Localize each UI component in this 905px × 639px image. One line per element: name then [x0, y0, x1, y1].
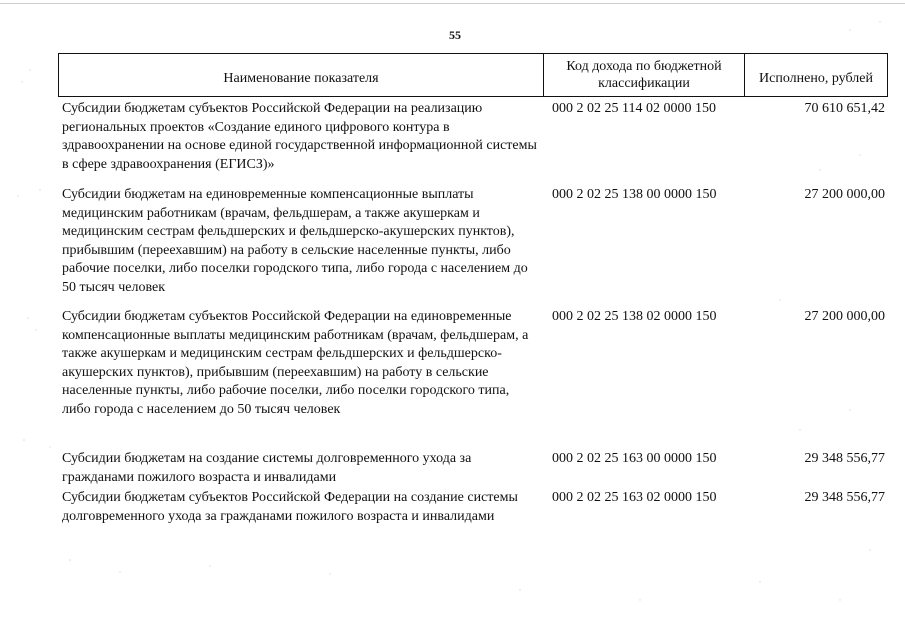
- header-code-column: Код дохода по бюджетной классификации: [544, 54, 745, 96]
- row-name: Субсидии бюджетам на единовременные компенсационные выплаты медицинским работникам (врачам, фельдшерам, а также акушеркам и медицинским сестрам фельдшерских и фельдшерско-акушерских пунктов), прибывшим (переехавшим) на работу в сельские населенные пункты, либо рабочие поселки, либо поселки городского типа, либо города с населением до 50 тысяч человек: [62, 187, 528, 295]
- row-name: Субсидии бюджетам субъектов Российской Федерации на создание системы долговременного ухода за гражданами пожилого возраста и инвалидами: [62, 490, 518, 524]
- row-value: 70 610 651,42: [804, 101, 885, 116]
- row-code: 000 2 02 25 138 00 0000 150: [552, 187, 717, 202]
- row-code: 000 2 02 25 138 02 0000 150: [552, 309, 717, 324]
- row-name: Субсидии бюджетам субъектов Российской Федерации на реализацию региональных проектов «Создание единого цифрового контура в здравоохранении на основе единой государственной информационной системы в сфере здравоохранения (ЕГИСЗ)»: [62, 101, 537, 172]
- row-name: Субсидии бюджетам субъектов Российской Федерации на единовременные компенсационные выплаты медицинским работникам (врачам, фельдшерам, а также акушеркам и медицинским сестрам фельдшерских и фельдшерско-акушерских пунктов), прибывшим (переехавшим) на работу в сельские населенные пункты, либо рабочие поселки, либо поселки городского типа, либо города с населением до 50 тысяч человек: [62, 309, 529, 417]
- page-number: 55: [449, 28, 461, 42]
- row-code: 000 2 02 25 163 00 0000 150: [552, 451, 717, 466]
- row-value: 29 348 556,77: [804, 490, 885, 505]
- row-code: 000 2 02 25 114 02 0000 150: [552, 101, 716, 116]
- row-value: 27 200 000,00: [804, 309, 885, 324]
- header-executed-column: Исполнено, рублей: [759, 70, 873, 86]
- row-name: Субсидии бюджетам на создание системы долговременного ухода за гражданами пожилого возраста и инвалидами: [62, 451, 472, 485]
- row-value: 27 200 000,00: [804, 187, 885, 202]
- header-name-column: Наименование показателя: [59, 54, 544, 96]
- row-code: 000 2 02 25 163 02 0000 150: [552, 490, 717, 505]
- row-value: 29 348 556,77: [804, 451, 885, 466]
